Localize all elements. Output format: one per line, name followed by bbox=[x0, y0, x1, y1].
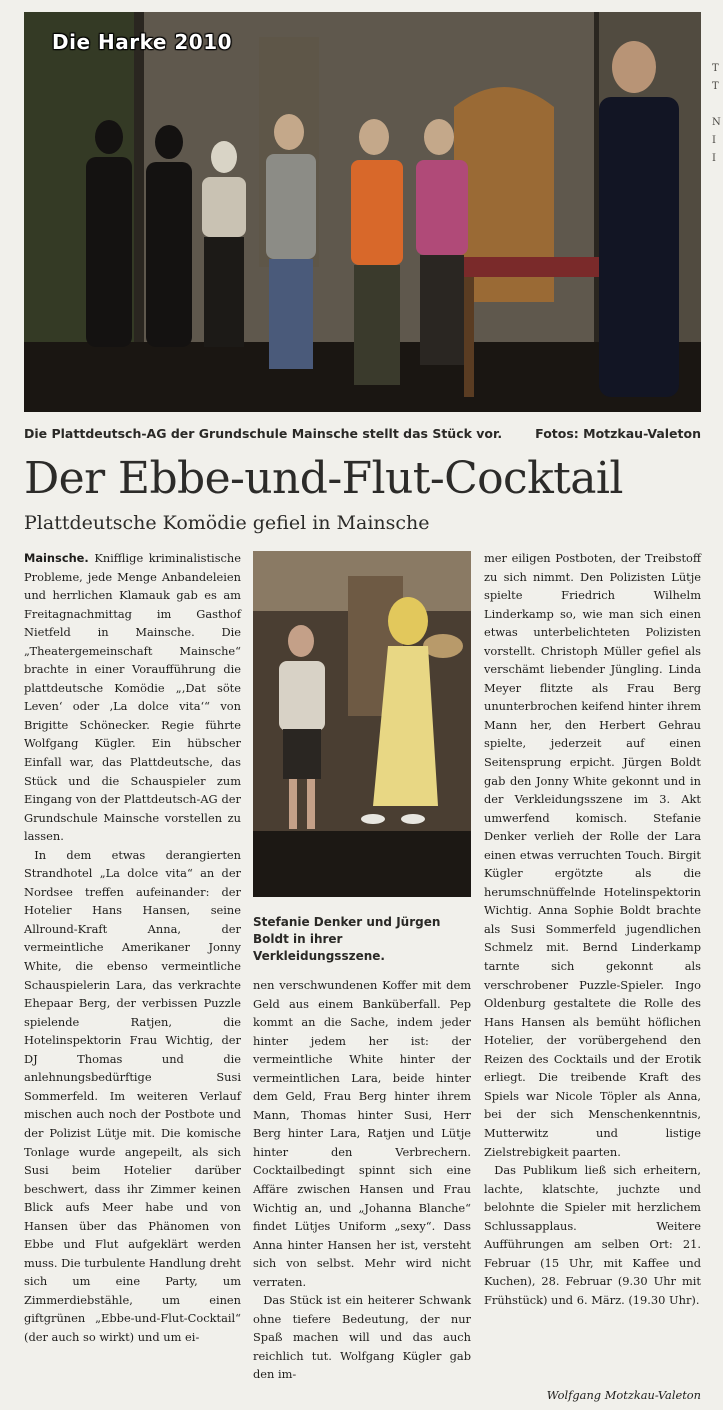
paragraph-2-continued: nen verschwundenen Koffer mit dem Geld aus einem Banküberfall. Pep kommt an die Sache, indem jeder hinter jedem her ist: der vermeintliche White hinter der vermeintlichen Lara, beide hinter dem Geld, Frau Berg hinter ihrem Mann, Thomas hinter Susi, Herr Berg hinter Lara, Ratjen und Lütje hinter den Verbrechern. Cocktailbedingt spinnt sich eine Affäre zwischen Hansen und Frau Wichtig an, und „Johanna Blanche“ findet Lütjes Uniform „sexy“. Dass Anna hinter Hansen her ist, versteht sich von selbst. Mehr wird nicht verraten. bbox=[253, 978, 471, 1289]
photo-credit: Fotos: Motzkau-Valeton bbox=[535, 426, 701, 441]
stage-photo bbox=[24, 12, 701, 412]
paragraph-4: Das Publikum ließ sich erheitern, lachte, klatschte, juchzte und belohnte die Spieler mit herzlichem Schlussapplaus. Weitere Aufführungen am selben Ort: 21. Februar (15 Uhr, mit Kaffee und Kuchen), 28. Februar (9.30 Uhr mit Frühstück) und 6. März. (19.30 Uhr). bbox=[484, 1163, 701, 1307]
photo-caption: Die Plattdeutsch-AG der Grundschule Mainsche stellt das Stück vor. bbox=[24, 426, 503, 441]
paragraph-1-text: Knifflige kriminalistische Probleme, jede Menge Anbandeleien und herrlichen Klamauk gab es am Freitagnachmittag im Gasthof Nietfeld in Mainsche. Die „Theatergemeinschaft Mainsche“ brachte in einer Voraufführung die plattdeutsche Komödie „‚Dat söte Leven‘ oder ‚La dolce vita‘“ von Brigitte Schönecker. Regie führte Wolfgang Kügler. Ein hübscher Einfall war, das Plattdeutsche, das Stück und die Schauspieler zum Eingang von der Plattdeutsch-AG der Grundschule Mainsche vorstellen zu lassen. bbox=[24, 551, 241, 844]
article-column-3 bbox=[484, 549, 701, 1309]
scene-photo-scene bbox=[253, 551, 471, 897]
edge-glyph: I bbox=[712, 153, 716, 164]
paragraph-3-continued: mer eiligen Postboten, der Treibstoff zu sich nimmt. Den Polizisten Lütje spielte Friedrich Wilhelm Linderkamp so, wie man sich einen etwas unterbelichteten Polizisten vorstellt. Christoph Müller gefiel als verschämt liebender Jüngling. Linda Meyer flitzte als Frau Berg ununterbrochen keifend hinter ihrem Mann her, den Herbert Gehrau spielte, jederzeit auf einen Seitensprung erpicht. Jürgen Boldt gab den Jonny White gekonnt und in der Verkleidungsszene im 3. Akt umwerfend komisch. Stefanie Denker verlieh der Rolle der Lara einen etwas verruchten Touch. Birgit Kügler ergötzte als die herumschnüffelnde Hotelinspektorin Wichtig. Anna Sophie Boldt brachte als Susi Sommerfeld jugendlichen Schmelz mit. Bernd Linderkamp tarnte sich gekonnt als verschrobener Puzzle-Spieler. Ingo Oldenburg gestaltete die Rolle des Hans Hansen als bemüht höflichen Hotelier, der vorübergehend den Reizen des Cocktails und der Erotik erliegt. Die treibende Kraft des Spiels war Nicole Töpler als Anna, bei der sich Menschenkenntnis, Mutterwitz und listige Zielstrebigkeit paarten. bbox=[484, 551, 701, 1159]
edge-glyph: I bbox=[712, 135, 716, 146]
paragraph-3: Das Stück ist ein heiterer Schwank ohne tiefere Bedeutung, der nur Spaß machen will und das auch reichlich tut. Wolfgang Kügler gab den im- bbox=[253, 1293, 471, 1382]
stage-photo-scene bbox=[24, 12, 701, 412]
paragraph-1 bbox=[24, 549, 241, 846]
paragraph-2: In dem etwas derangierten Strandhotel „La dolce vita“ an der Nordsee treffen aufeinander: der Hotelier Hans Hansen, seine Allround-Kraft Anna, der vermeintliche Amerikaner Jonny White, die ebenso vermeintliche Schauspielerin Lara, das verkrachte Ehepaar Berg, der verbissen Puzzle spielende Ratjen, die Hotelinspektorin Frau Wichtig, der DJ Thomas und die anlehnungsbedürftige Susi Sommerfeld. Im weiteren Verlauf mischen auch noch der Postbote und der Polizist Lütje mit. Die komische Tonlage wurde angepeilt, als sich Susi beim Hotelier darüber beschwert, dass ihr Zimmer keinen Blick aufs Meer habe und von Hansen über das Phänomen von Ebbe und Flut aufgeklärt werden muss. Die turbulente Handlung dreht sich um eine Party, um Zimmerdiebstähle, um einen giftgrünen „Ebbe-und-Flut-Cocktail“ (der auch so wirkt) und um ei- bbox=[24, 847, 241, 1344]
subheadline: Plattdeutsche Komödie gefiel in Mainsche bbox=[24, 512, 430, 534]
neighbor-column-edge bbox=[712, 60, 723, 168]
edge-glyph: T bbox=[712, 63, 719, 74]
author-byline: Wolfgang Motzkau-Valeton bbox=[546, 1388, 701, 1402]
scene-photo-caption: Stefanie Denker und Jürgen Boldt in ihrer Verkleidungsszene. bbox=[253, 915, 441, 963]
dateline: Mainsche. bbox=[24, 551, 89, 565]
article-column-2 bbox=[253, 976, 471, 1384]
headline: Der Ebbe-und-Flut-Cocktail bbox=[24, 453, 623, 504]
photo-caption-row bbox=[24, 424, 701, 444]
article-column-1 bbox=[24, 549, 241, 1347]
edge-glyph: T bbox=[712, 81, 719, 92]
edge-glyph: N bbox=[712, 117, 721, 128]
scene-photo bbox=[253, 551, 471, 897]
newspaper-tag: Die Harke 2010 bbox=[52, 30, 233, 54]
